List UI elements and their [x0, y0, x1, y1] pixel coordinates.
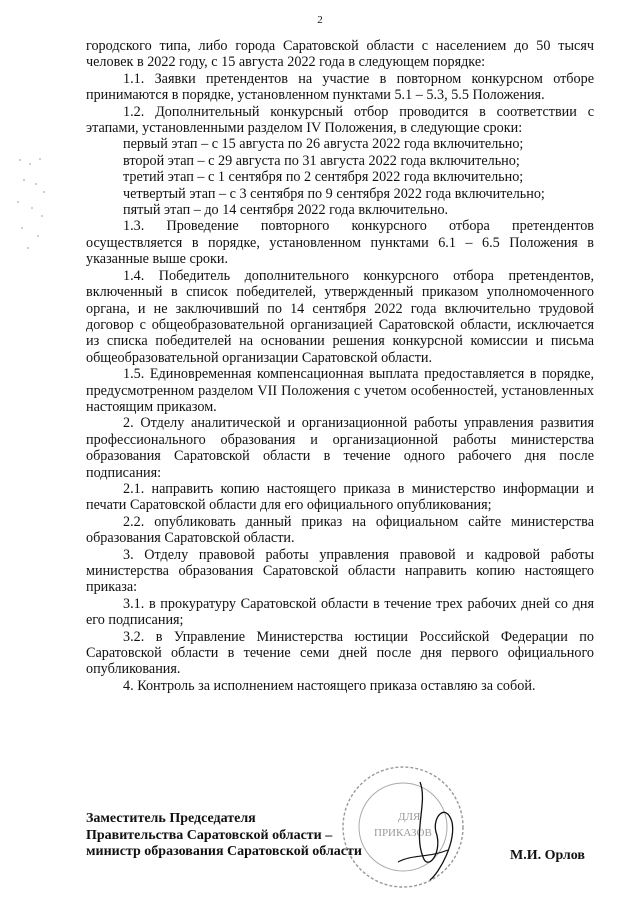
- paragraph-1-5: 1.5. Единовременная компенсационная выплата предоставляется в порядке, предусмотренном разделом VII Положения с учетом особенностей, установленных настоящим приказом.: [86, 366, 594, 415]
- stage-line: третий этап – с 1 сентября по 2 сентября 2022 года включительно;: [123, 169, 524, 186]
- paragraph-2-2: 2.2. опубликовать данный приказ на официальном сайте министерства образования Саратовской области.: [86, 513, 594, 547]
- paragraph-intro: городского типа, либо города Саратовской области с населением до 50 тысяч человек в 2022 году, с 15 августа 2022 года в следующем порядке:: [86, 38, 594, 71]
- seal-text-line2: ПРИКАЗОВ: [374, 827, 432, 839]
- paragraph-3: 3. Отделу правовой работы управления правовой и кадровой работы министерства образования Саратовской области направить копию настоящего приказа:: [86, 546, 594, 596]
- document-body: [86, 38, 594, 694]
- paragraph-1-3: 1.3. Проведение повторного конкурсного отбора претендентов осуществляется в порядке, установленном пунктами 6.1 – 6.5 Положения в указанные выше сроки.: [86, 218, 594, 268]
- stage-line: второй этап – с 29 августа по 31 августа 2022 года включительно;: [123, 152, 520, 169]
- page-number: 2: [317, 14, 323, 26]
- seal-text-line1: ДЛЯ: [398, 811, 421, 823]
- paragraph-4: 4. Контроль за исполнением настоящего приказа оставляю за собой.: [123, 677, 536, 694]
- signature-title-line2: Правительства Саратовской области –: [86, 827, 333, 843]
- paragraph-3-2: 3.2. в Управление Министерства юстиции Российской Федерации по Саратовской области в течение семи дней после дня первого официального опубликования.: [86, 628, 594, 678]
- stage-line: четвертый этап – с 3 сентября по 9 сентября 2022 года включительно;: [123, 185, 545, 202]
- signature-title-line1: Заместитель Председателя: [86, 811, 256, 826]
- stage-line: пятый этап – до 14 сентября 2022 года включительно.: [123, 202, 449, 219]
- paragraph-2: 2. Отделу аналитической и организационной работы управления развития профессионального образования и организационной работы министерства образования Саратовской области в течение одного рабочего дня после подписания:: [86, 415, 594, 481]
- signatory-name: М.И. Орлов: [510, 848, 585, 863]
- paragraph-3-1: 3.1. в прокуратуру Саратовской области в течение трех рабочих дней со дня его подписания;: [86, 595, 594, 629]
- paragraph-1-4: 1.4. Победитель дополнительного конкурсного отбора претендентов, включенный в список победителей, утвержденный приказом уполномоченного органа, и не заключивший по 14 сентября 2022 года включительно трудовой договор с общеобразовательной организацией Саратовской области, исключается из списка победителей на основании решения конкурсной комиссии и письма общеобразовательной организации Саратовской области.: [86, 267, 594, 366]
- paragraph-2-1: 2.1. направить копию настоящего приказа в министерство информации и печати Саратовской области для его официального опубликования;: [86, 480, 594, 514]
- margin-marks-icon: [12, 150, 52, 260]
- paragraph-1-2: 1.2. Дополнительный конкурсный отбор проводится в соответствии с этапами, установленными разделом IV Положения, в следующие сроки:: [86, 103, 594, 137]
- signature-title-line3: министр образования Саратовской области: [86, 844, 362, 860]
- stage-line: первый этап – с 15 августа по 26 августа 2022 года включительно;: [123, 136, 524, 153]
- paragraph-1-1: 1.1. Заявки претендентов на участие в повторном конкурсном отборе принимаются в порядке, установленном пунктами 5.1 – 5.3, 5.5 Положения.: [86, 70, 594, 104]
